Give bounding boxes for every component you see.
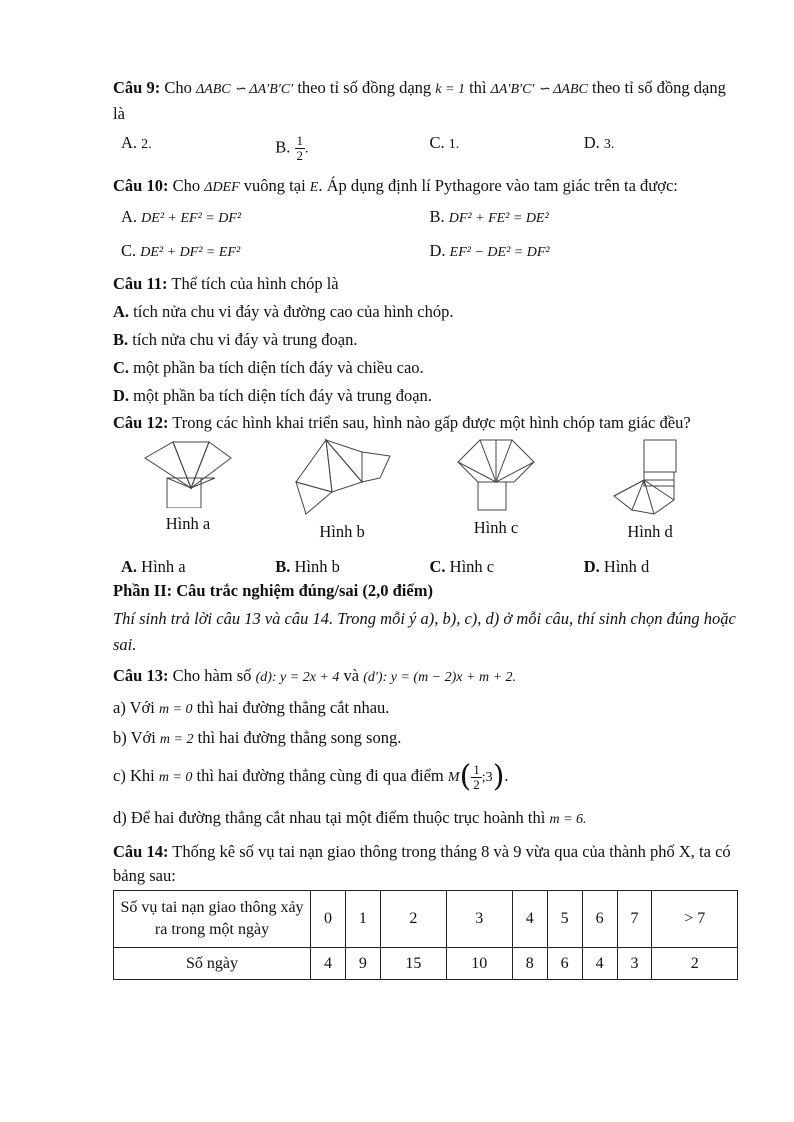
q11-option-d[interactable]: D. một phần ba tích diện tích đáy và trung đoạn.	[113, 386, 432, 405]
q9-options	[121, 130, 738, 164]
table-row	[114, 891, 738, 948]
q11-option-a[interactable]: A. tích nửa chu vi đáy và đường cao của hình chóp.	[113, 302, 454, 321]
table-cell: 4	[582, 948, 617, 980]
net-d-drawing	[610, 438, 690, 516]
part2-instruction: Thí sinh trả lời câu 13 và câu 14. Trong mỗi ý a), b), c), d) ở mỗi câu, thí sinh chọn đúng hoặc sai.	[113, 609, 736, 654]
question-10: Câu 10: Cho ΔDEF vuông tại E. Áp dụng định lí Pythagore vào tam giác trên ta được:	[113, 176, 678, 195]
net-c-drawing	[456, 438, 536, 512]
table-cell: 9	[345, 948, 380, 980]
table-row	[114, 948, 738, 980]
figure-b: Hình b	[267, 438, 417, 542]
q9-option-d[interactable]: D. 3.	[583, 133, 615, 152]
q12-option-b[interactable]: B. Hình b	[275, 557, 340, 576]
table-cell: 0	[311, 891, 346, 948]
table-header-cell: Số vụ tai nạn giao thông xảy ra trong một ngày	[114, 891, 311, 948]
table-header-cell: Số ngày	[114, 948, 311, 980]
q9-option-b[interactable]: B. $\frac{1}{2}$ .	[275, 133, 309, 163]
table-cell: 6	[582, 891, 617, 948]
figure-d: Hình d	[575, 438, 725, 542]
table-cell: 3	[617, 948, 652, 980]
figure-c: Hình c	[421, 438, 571, 542]
table-cell: 7	[617, 891, 652, 948]
q12-options	[121, 554, 738, 580]
q10-option-d[interactable]: D. EF² − DE² = DF²	[429, 241, 550, 260]
table-cell: 5	[547, 891, 582, 948]
q10-options-row1	[121, 204, 738, 232]
table-cell: 3	[446, 891, 512, 948]
table-cell: 2	[380, 891, 446, 948]
table-cell: 6	[547, 948, 582, 980]
question-14: Câu 14: Thống kê số vụ tai nạn giao thông trong tháng 8 và 9 vừa qua của thành phố X, ta có bảng sau:	[113, 842, 731, 885]
q12-option-d[interactable]: D. Hình d	[583, 557, 650, 576]
table-cell: 1	[345, 891, 380, 948]
table-cell: 15	[380, 948, 446, 980]
q11-option-b[interactable]: B. tích nửa chu vi đáy và trung đoạn.	[113, 330, 358, 349]
table-cell: > 7	[652, 891, 738, 948]
q10-option-c[interactable]: C. DE² + DF² = EF²	[121, 241, 241, 260]
net-a-drawing	[143, 438, 233, 508]
table-cell: 10	[446, 948, 512, 980]
accident-table	[113, 890, 738, 980]
table-cell: 4	[512, 891, 547, 948]
q12-option-c[interactable]: C. Hình c	[429, 557, 495, 576]
figure-a: Hình a	[113, 438, 263, 542]
q13-item-b[interactable]: b) Với m = 2 thì hai đường thẳng song song.	[113, 728, 402, 747]
q10-options-row2	[121, 238, 738, 266]
table-cell: 8	[512, 948, 547, 980]
question-12: Câu 12: Trong các hình khai triển sau, hình nào gấp được một hình chóp tam giác đều?	[113, 413, 691, 432]
question-11: Câu 11: Thể tích của hình chóp là	[113, 274, 339, 293]
q10-option-a[interactable]: A. DE² + EF² = DF²	[121, 207, 242, 226]
question-13: Câu 13: Cho hàm số (d): y = 2x + 4 và (d′): y = (m − 2)x + m + 2.	[113, 666, 517, 685]
q11-option-c[interactable]: C. một phần ba tích diện tích đáy và chiều cao.	[113, 358, 424, 377]
q13-item-d[interactable]: d) Để hai đường thẳng cắt nhau tại một điểm thuộc trục hoành thì m = 6.	[113, 808, 587, 827]
q13-item-a[interactable]: a) Với m = 0 thì hai đường thẳng cắt nhau.	[113, 698, 390, 717]
question-9: Câu 9: Cho ΔABC ∽ ΔA′B′C′ theo tỉ số đồng dạng k = 1 thì ΔA′B′C′ ∽ ΔABC theo tỉ số đồng dạng là	[113, 78, 726, 123]
part2-title: Phần II: Câu trắc nghiệm đúng/sai (2,0 điểm)	[113, 581, 433, 600]
q13-item-c[interactable]: c) Khi m = 0 thì hai đường thẳng cùng đi qua điểm M( $\frac{1}{2}$ ;3).	[113, 759, 509, 795]
net-b-drawing	[292, 438, 392, 516]
q12-option-a[interactable]: A. Hình a	[121, 557, 186, 576]
table-cell: 4	[311, 948, 346, 980]
q10-option-b[interactable]: B. DF² + FE² = DE²	[429, 207, 549, 226]
q9-option-c[interactable]: C. 1.	[429, 133, 460, 152]
exam-page	[113, 76, 738, 980]
q9-option-a[interactable]: A. 2.	[121, 133, 152, 152]
q12-figures	[113, 438, 725, 542]
table-cell: 2	[652, 948, 738, 980]
